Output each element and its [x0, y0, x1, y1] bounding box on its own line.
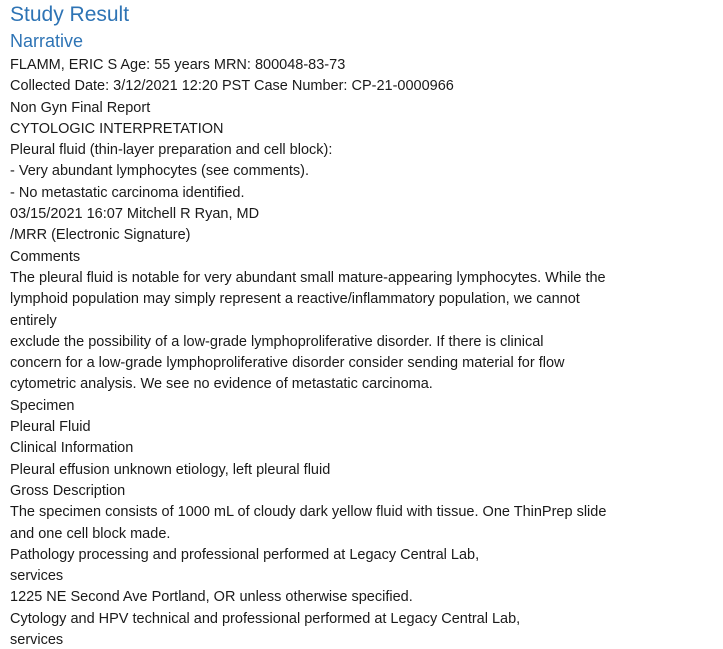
narrative-line: - Very abundant lymphocytes (see comments).: [10, 163, 309, 180]
narrative-line: Pleural effusion unknown etiology, left pleural fluid: [10, 461, 331, 478]
narrative-line: Collected Date: 3/12/2021 12:20 PST Case Number: CP-21-0000966: [10, 78, 454, 95]
narrative-line: entirely: [10, 312, 57, 329]
page-title: Study Result: [10, 3, 130, 26]
narrative-line: CYTOLOGIC INTERPRETATION: [10, 120, 224, 137]
narrative-line: exclude the possibility of a low-grade lymphoproliferative disorder. If there is clinical: [10, 333, 544, 350]
narrative-line: Non Gyn Final Report: [10, 99, 151, 116]
narrative-line: 1225 NE Second Ave Portland, OR unless otherwise specified.: [10, 589, 413, 606]
narrative-line: The pleural fluid is notable for very abundant small mature-appearing lymphocytes. While the: [10, 269, 606, 286]
narrative-line: Pathology processing and professional performed at Legacy Central Lab,: [10, 546, 480, 563]
narrative-line: cytometric analysis. We see no evidence of metastatic carcinoma.: [10, 376, 433, 393]
narrative-line: Cytology and HPV technical and professional performed at Legacy Central Lab,: [10, 610, 521, 627]
narrative-body: [10, 55, 713, 649]
section-heading-narrative: Narrative: [10, 31, 84, 51]
narrative-line: lymphoid population may simply represent a reactive/inflammatory population, we cannot: [10, 291, 580, 308]
narrative-line: Clinical Information: [10, 440, 134, 457]
narrative-line: /MRR (Electronic Signature): [10, 227, 191, 244]
narrative-line: Specimen: [10, 397, 75, 414]
narrative-line: FLAMM, ERIC S Age: 55 years MRN: 800048-83-73: [10, 57, 346, 73]
narrative-line: The specimen consists of 1000 mL of cloudy dark yellow fluid with tissue. One ThinPrep slide: [10, 504, 607, 521]
narrative-line: Comments: [10, 248, 81, 265]
narrative-line: Pleural Fluid: [10, 419, 91, 436]
narrative-line: services: [10, 568, 64, 585]
narrative-line: 03/15/2021 16:07 Mitchell R Ryan, MD: [10, 206, 260, 223]
narrative-line: - No metastatic carcinoma identified.: [10, 184, 245, 201]
narrative-line: Pleural fluid (thin-layer preparation and cell block):: [10, 142, 333, 159]
narrative-line: and one cell block made.: [10, 525, 171, 542]
narrative-line: concern for a low-grade lymphoproliferative disorder consider sending material for flow: [10, 355, 565, 372]
narrative-line: services: [10, 632, 64, 649]
narrative-line: Gross Description: [10, 482, 126, 499]
